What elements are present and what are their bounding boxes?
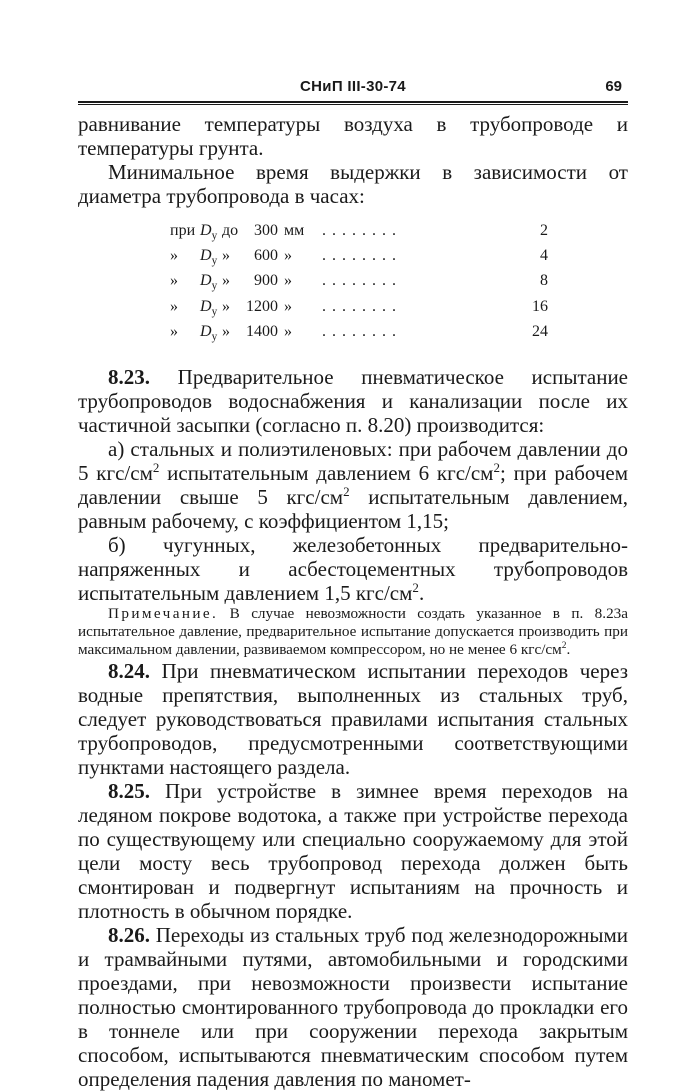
clause-8-24 bbox=[78, 659, 628, 779]
clause-text: При пневматическом испытании переходов через водные препятствия, выполненных из стальных труб, следует руководствоваться правилами испытания стальных трубопроводов, предусмотренными соответствующими пунктами настоящего раздела. bbox=[78, 658, 628, 779]
hold-time-paragraph: Минимальное время выдержки в зависимости от диаметра трубопровода в часах: bbox=[78, 160, 628, 208]
dot-leader: ........ bbox=[322, 297, 402, 315]
diameter-value: 600 bbox=[254, 247, 278, 265]
clause-text: При устройстве в зимнее время переходов на ледяном покрове водотока, а также при устройстве перехода по существующему или специально сооружаемому для этой цели мосту весь трубопровод перехода должен быть смонтирован и подвергнут испытаниям на прочность и плотность в обычном порядке. bbox=[78, 778, 628, 923]
clause-text: Переходы из стальных труб под железнодорожными и трамвайными путями, автомобильными и городскими проездами, при невозможности произвести испытание полностью смонтированного трубопровода до прокладки его в тоннеле или при сооружении перехода закрытым способом, испытываются пневматическим способом путем определения падения давления по маномет- bbox=[78, 922, 628, 1091]
row-prefix: » bbox=[170, 272, 178, 290]
row-relation: до bbox=[222, 222, 239, 239]
hold-hours: 24 bbox=[532, 322, 548, 340]
diameter-unit: » bbox=[284, 322, 292, 340]
clause-text: Предварительное пневматическое испытание трубопроводов водоснабжения и канализации после их частичной засыпки (согласно п. 8.20) производится: bbox=[78, 364, 629, 437]
dot-leader: ........ bbox=[322, 272, 402, 290]
clause-number: 8.25. bbox=[108, 778, 150, 803]
row-relation: » bbox=[222, 322, 230, 340]
note-label: Примечание. bbox=[108, 604, 219, 622]
diameter-unit: мм bbox=[284, 222, 305, 239]
table-row bbox=[170, 246, 548, 271]
clause-8-23 bbox=[78, 365, 628, 437]
table-row bbox=[170, 271, 548, 296]
row-relation: » bbox=[222, 297, 230, 315]
hold-hours: 4 bbox=[540, 247, 548, 265]
diameter-unit: » bbox=[284, 247, 292, 265]
document-code: СНиП III-30-74 bbox=[300, 78, 406, 95]
dot-leader: ........ bbox=[322, 322, 402, 340]
diameter-value: 900 bbox=[254, 272, 278, 290]
clause-number: 8.26. bbox=[108, 922, 150, 947]
row-prefix: » bbox=[170, 247, 178, 265]
diameter-symbol: $D_у$ bbox=[200, 272, 218, 293]
dot-leader: ........ bbox=[322, 222, 402, 239]
row-prefix: » bbox=[170, 322, 178, 340]
table-row bbox=[170, 221, 548, 246]
page-number: 69 bbox=[605, 78, 622, 95]
diameter-value: 1200 bbox=[246, 297, 278, 315]
diameter-unit: » bbox=[284, 272, 292, 290]
page-header bbox=[78, 78, 628, 98]
row-relation: » bbox=[222, 247, 230, 265]
clause-number: 8.23. bbox=[108, 364, 150, 389]
clause-8-23-item-a: а) стальных и полиэтиленовых: при рабочем давлении до 5 кгс/$см^2$ испытательным давлением 6 кгс/$см^2$; при рабочем давлении свыше 5 кгс/$см^2$ испытательным давлением, равным рабочему, с коэффициентом 1,15; bbox=[78, 436, 629, 533]
table-row bbox=[170, 322, 548, 347]
hold-hours: 16 bbox=[532, 297, 548, 315]
hold-hours: 2 bbox=[540, 222, 548, 239]
row-prefix: при bbox=[170, 222, 196, 239]
diameter-unit: » bbox=[284, 297, 292, 315]
page-body bbox=[78, 112, 628, 1091]
clause-8-26 bbox=[78, 923, 628, 1091]
diameter-symbol: $D_у$ bbox=[200, 297, 218, 318]
clause-8-23-item-b: б) чугунных, железобетонных предварительно-напряженных и асбестоцементных трубопроводов испытательным давлением 1,5 кгс/$см^2$. bbox=[78, 532, 628, 605]
clause-number: 8.24. bbox=[108, 658, 150, 683]
diameter-symbol: $D_у$ bbox=[200, 322, 218, 343]
table-row bbox=[170, 297, 548, 322]
hold-time-table bbox=[78, 221, 548, 347]
hold-hours: 8 bbox=[540, 272, 548, 290]
diameter-value: 300 bbox=[254, 222, 278, 239]
dot-leader: ........ bbox=[322, 247, 402, 265]
note: Примечание. В случае невозможности создать указанное в п. 8.23а испытательное давление, предварительное испытание допускается производить при максимальном давлении, развиваемом компрессором, но не менее 6 кгс/$см^2$. bbox=[78, 604, 628, 658]
header-rule bbox=[78, 101, 628, 105]
row-relation: » bbox=[222, 272, 230, 290]
diameter-value: 1400 bbox=[246, 322, 278, 340]
diameter-symbol: $D_у$ bbox=[200, 247, 218, 268]
intro-paragraph: равнивание температуры воздуха в трубопроводе и температуры грунта. bbox=[78, 112, 628, 160]
clause-8-25 bbox=[78, 779, 628, 923]
row-prefix: » bbox=[170, 297, 178, 315]
diameter-symbol: $D_у$ bbox=[200, 222, 218, 243]
